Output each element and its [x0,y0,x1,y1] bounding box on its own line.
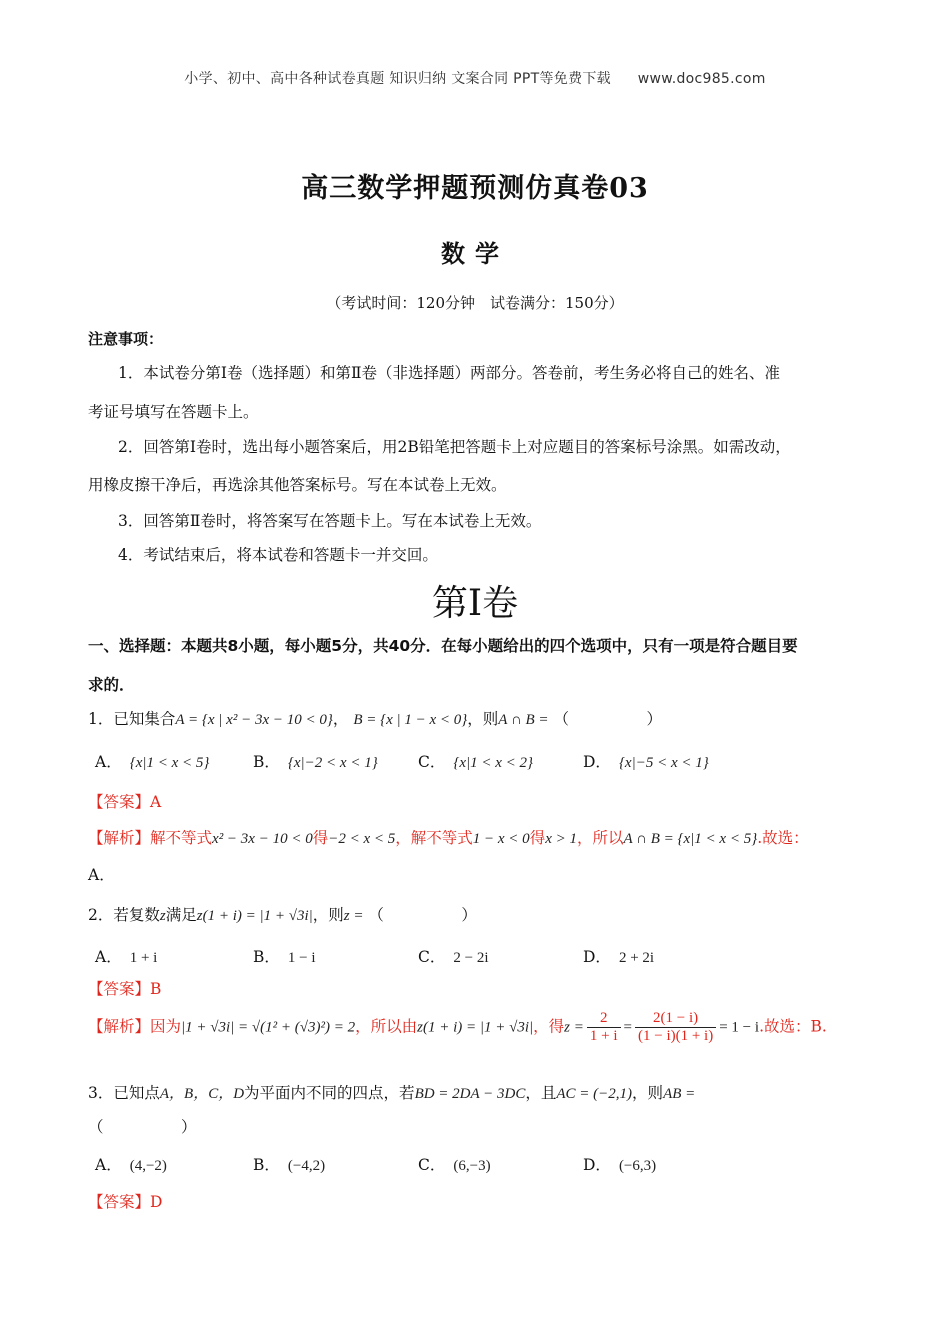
option-value: {x|−2 < x < 1} [287,755,378,771]
q1-analysis [88,826,809,848]
q2-option-d[interactable] [583,945,654,967]
option-label: C． [418,1156,446,1174]
option-label: B． [253,753,280,771]
option-value: 2 + 2i [618,950,655,966]
fraction [635,1010,716,1045]
analysis-tag: 【解析】 [88,1017,151,1036]
q1-ask: A ∩ B = [498,712,549,728]
section-heading-cont: 求的． [88,676,135,694]
option-label: D． [583,1156,611,1174]
analysis-text: ，所以由 [355,1017,418,1036]
q3-ask: AB = [663,1086,696,1102]
q3-mid: 为平面内不同的四点，若 [244,1084,415,1102]
answer-value: B [150,980,162,998]
q3-points: A，B，C，D [159,1086,245,1102]
option-value: 2 − 2i [453,950,489,966]
q3-answer [88,1190,162,1212]
q1-sep: ， [332,710,349,728]
answer-tag: 【答案】 [88,793,151,811]
q2-paren: （ ） [368,906,477,924]
answer-tag: 【答案】 [88,980,151,998]
analysis-text: .故选： [757,829,809,847]
header-site-link[interactable]: www.doc985.com [637,71,766,87]
q1-prefix: 1．已知集合 [88,710,176,728]
q2-option-a[interactable] [95,945,157,967]
question-1 [88,707,662,729]
analysis-math: x² − 3x − 10 < 0 [212,831,313,847]
q2-var: z [159,908,166,924]
analysis-text: .故选：B. [759,1017,827,1036]
section-heading: 一、选择题：本题共8小题，每小题5分，共40分．在每小题给出的四个选项中，只有一项是符合题目要 [88,637,798,655]
q3-option-d[interactable] [583,1153,656,1175]
analysis-math: = [623,1019,632,1036]
subject-title: 数学 [441,239,509,268]
q3-option-a[interactable] [95,1153,167,1175]
q3-eq1: BD = 2DA − 3DC [414,1086,526,1102]
q2-mid: 满足 [165,906,197,924]
option-label: A． [95,753,122,771]
option-value: {x|1 < x < 5} [129,755,210,771]
analysis-text: 解不等式 [150,829,213,847]
fraction-denominator: (1 − i)(1 + i) [637,1028,714,1044]
option-label: A． [95,948,122,966]
answer-tag: 【答案】 [88,1193,151,1211]
answer-value: D [150,1193,163,1211]
q1-option-a[interactable] [95,750,209,772]
question-3 [88,1081,695,1103]
q1-paren: （ ） [553,710,663,728]
q3-and: ，且 [525,1084,557,1102]
analysis-text: ，所以 [576,829,624,847]
q1-option-c[interactable] [418,750,533,772]
q3-eq2: AC = (−2,1) [556,1086,633,1102]
option-label: C． [418,753,446,771]
analysis-math: A ∩ B = {x|1 < x < 5} [623,831,758,847]
option-value: (4,−2) [129,1158,167,1174]
fraction [587,1010,621,1045]
option-value: {x|−5 < x < 1} [618,755,709,771]
fraction-numerator: 2 [587,1010,621,1028]
q1-analysis-cont: A． [88,866,115,884]
option-value: {x|1 < x < 2} [453,755,534,771]
q3-then: ，则 [632,1084,664,1102]
option-value: 1 + i [129,950,158,966]
notice-item: 3．回答第Ⅱ卷时，将答案写在答题卡上。写在本试卷上无效。 [118,512,542,530]
notice-item: 4．考试结束后，将本试卷和答题卡一并交回。 [118,546,438,564]
q2-analysis [88,1010,827,1045]
analysis-math: z = [564,1019,584,1036]
option-label: B． [253,948,280,966]
q2-option-b[interactable] [253,945,316,967]
option-value: (6,−3) [453,1158,491,1174]
q1-option-b[interactable] [253,750,378,772]
q1-answer [88,790,161,812]
q1-set-b: B = {x | 1 − x < 0} [353,712,468,728]
notice-heading: 注意事项： [88,330,164,348]
q3-option-c[interactable] [418,1153,491,1175]
analysis-math: x > 1 [545,831,577,847]
analysis-text: 因为 [150,1017,182,1036]
site-header [0,68,950,88]
option-value: (−6,3) [618,1158,657,1174]
analysis-text: ，得 [533,1017,565,1036]
option-label: C． [418,948,446,966]
analysis-math: z(1 + i) = |1 + √3i| [417,1019,534,1036]
option-value: 1 − i [287,950,316,966]
time-info: （考试时间：120分钟 试卷满分：150分） [326,294,624,312]
q1-option-d[interactable] [583,750,709,772]
analysis-text: 得 [529,829,546,847]
volume-heading: 第Ⅰ卷 [431,583,519,624]
q1-mid: ，则 [467,710,499,728]
analysis-text: ，解不等式 [395,829,473,847]
q2-prefix: 2．若复数 [88,906,160,924]
q1-set-a: A = {x | x² − 3x − 10 < 0} [175,712,333,728]
q3-paren: （ ） [88,1118,197,1136]
analysis-math: 1 − x < 0 [472,831,530,847]
notice-item: 2．回答第Ⅰ卷时，选出每小题答案后，用2B铅笔把答题卡上对应题目的答案标号涂黑。如需改动， [118,438,791,456]
q2-option-c[interactable] [418,945,489,967]
analysis-tag: 【解析】 [88,829,151,847]
notice-item: 用橡皮擦干净后，再选涂其他答案标号。写在本试卷上无效。 [88,476,507,494]
fraction-numerator: 2(1 − i) [635,1010,716,1028]
analysis-math: −2 < x < 5 [328,831,396,847]
analysis-math: = 1 − i [719,1019,760,1036]
option-label: D． [583,948,611,966]
q2-answer [88,977,161,999]
analysis-text: 得 [312,829,329,847]
q2-ask: z = [343,908,364,924]
question-2 [88,903,477,925]
option-label: D． [583,753,611,771]
option-label: B． [253,1156,280,1174]
q3-prefix: 3．已知点 [88,1084,160,1102]
option-label: A． [95,1156,122,1174]
option-value: (−4,2) [287,1158,326,1174]
answer-value: A [150,793,162,811]
notice-item: 1．本试卷分第Ⅰ卷（选择题）和第Ⅱ卷（非选择题）两部分。答卷前，考生务必将自己的姓名、准 [118,364,781,382]
q2-eq: z(1 + i) = |1 + √3i| [196,908,313,924]
fraction-denominator: 1 + i [589,1028,618,1044]
exam-title: 高三数学押题预测仿真卷03 [301,173,649,204]
notice-item: 考证号填写在答题卡上。 [88,403,259,421]
q2-then: ，则 [312,906,344,924]
q3-option-b[interactable] [253,1153,325,1175]
analysis-math: |1 + √3i| = √(1² + (√3)²) = 2 [181,1019,356,1036]
header-text: 小学、初中、高中各种试卷真题 知识归纳 文案合同 PPT等免费下载 [184,71,611,87]
